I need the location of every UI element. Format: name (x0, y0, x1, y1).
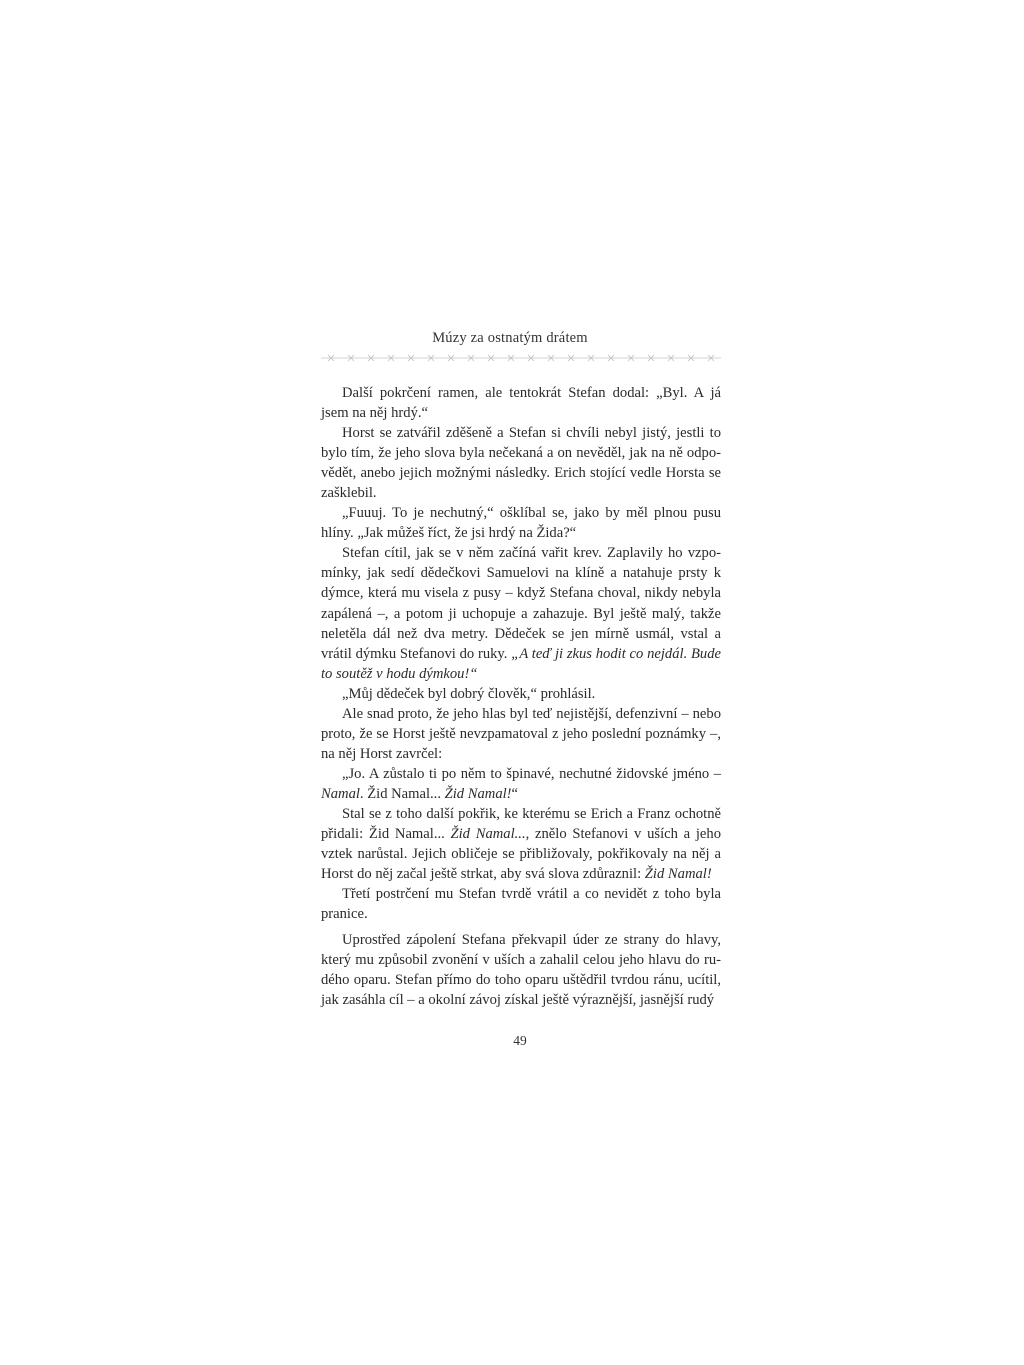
text-run: “ (511, 785, 519, 802)
body-text (321, 383, 721, 1010)
italic-run: Žid Namal! (644, 866, 712, 883)
italic-run: Namal (321, 785, 360, 802)
paragraph (321, 704, 721, 764)
paragraph (321, 503, 721, 543)
italic-run: Žid Namal! (444, 785, 512, 802)
text-run: Stefan cítil, jak se v něm začíná vařit krev. Zaplavily ho vzpomínky, jak sedí dědečkovi Samuelovi na klíně a natahuje prsty k dýmce, která mu visela z pusy – když Stefana choval, nikdy nebyla zapálená –, a potom ji uchopuje a zahazuje. Byl ještě malý, takže neletěla dál než dva metry. Dědeček se jen mírně usmál, vstal a vrátil dýmku Stefanovi do ruky. (321, 545, 721, 662)
paragraph (321, 930, 721, 1010)
paragraph (321, 764, 721, 804)
paragraph (321, 884, 721, 924)
text-run: „Můj dědeček byl dobrý člověk,“ prohlásil. (342, 685, 596, 702)
text-run: Horst se zatvářil zděšeně a Stefan si chvíli nebyl jistý, jestli to bylo tím, že jeho slova byla nečekaná a on nevěděl, jak na ně odpovědět, anebo jejich možnými následky. Erich stojící vedle Horsta se zašklebil. (321, 425, 721, 502)
paragraph (321, 543, 721, 683)
text-run: Další pokrčení ramen, ale tentokrát Stefan dodal: „Byl. A já jsem na něj hrdý.“ (321, 385, 721, 422)
text-run: . Žid Namal... (359, 785, 445, 802)
text-run: Ale snad proto, že jeho hlas byl teď nejistější, defenzivní – nebo proto, že se Horst ještě nevzpamatoval z jeho poslední poznámky –, na něj Horst zavrčel: (321, 705, 721, 762)
text-run: „Fuuuj. To je nechutný,“ ošklíbal se, jako by měl plnou pusu hlíny. „Jak můžeš říct, že jsi hrdý na Žida?“ (321, 505, 721, 542)
paragraph (321, 383, 721, 423)
text-run: Třetí postrčení mu Stefan tvrdě vrátil a co nevidět z toho byla pranice. (321, 886, 721, 923)
barbed-wire-divider (321, 352, 721, 364)
italic-run: Žid Namal... (450, 826, 526, 843)
page-number: 49 (513, 1033, 527, 1048)
text-run: Uprostřed zápolení Stefana překvapil úder ze strany do hlavy, který mu způsobil zvonění v uších a zahalil celou jeho hlavu do rudého oparu. Stefan přímo do toho oparu uštědřil tvrdou ránu, ucítil, jak zasáhla cíl – a okolní závoj získal ještě výraznější, jasnější rudý (321, 932, 721, 1009)
text-run: , znělo Stefanovi v uších a jeho vztek narůstal. Jejich obličeje se přibližovaly, pokřikovaly na něj a Horst do něj začal ještě strkat, aby svá slova zdůraznil: (321, 826, 721, 883)
italic-run: „A teď ji zkus hodit co nejdál. Bude to soutěž v hodu dýmkou!“ (321, 645, 721, 682)
paragraph (321, 804, 721, 884)
running-head: Múzy za ostnatým drátem (432, 330, 588, 346)
paragraph (321, 684, 721, 704)
text-run: „Jo. A zůstalo ti po něm to špinavé, nechutné židovské jméno – (342, 765, 721, 782)
text-run: Stal se z toho další pokřik, ke kterému se Erich a Franz ochotně přidali: Žid Namal... (321, 805, 721, 843)
paragraph (321, 423, 721, 503)
